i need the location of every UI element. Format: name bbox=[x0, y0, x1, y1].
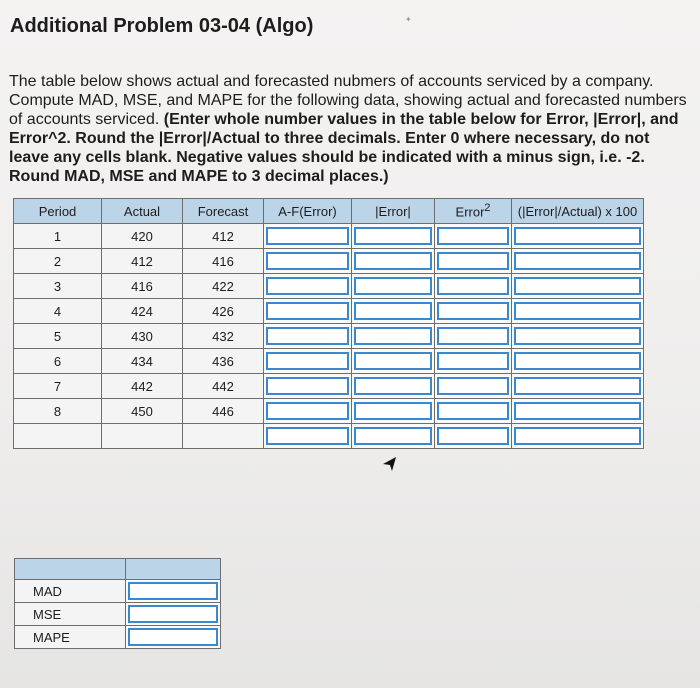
abs-error-input[interactable] bbox=[354, 352, 432, 370]
header-error-squared bbox=[435, 199, 512, 224]
error-input[interactable] bbox=[266, 302, 349, 320]
cell-pct-error bbox=[512, 324, 644, 349]
decorative-mark: ✦ bbox=[405, 15, 412, 24]
total-cell-error-squared bbox=[435, 424, 512, 449]
pct-error-input[interactable] bbox=[514, 277, 641, 295]
cell-forecast: 412 bbox=[183, 224, 264, 249]
cell-forecast: 436 bbox=[183, 349, 264, 374]
header-period: Period bbox=[14, 199, 102, 224]
total-error-squared-input[interactable] bbox=[437, 427, 509, 445]
error-input[interactable] bbox=[266, 227, 349, 245]
total-cell-period bbox=[14, 424, 102, 449]
mape-input[interactable] bbox=[128, 628, 218, 646]
cell-actual: 424 bbox=[102, 299, 183, 324]
cell-error-squared bbox=[435, 324, 512, 349]
cell-error-squared bbox=[435, 349, 512, 374]
summary-header-value bbox=[126, 559, 221, 580]
cell-error-squared bbox=[435, 274, 512, 299]
page-title: Additional Problem 03-04 (Algo) bbox=[10, 15, 314, 37]
total-pct-error-input[interactable] bbox=[514, 427, 641, 445]
summary-value-cell bbox=[126, 603, 221, 626]
error-input[interactable] bbox=[266, 377, 349, 395]
cell-forecast: 442 bbox=[183, 374, 264, 399]
table-header-row bbox=[14, 199, 644, 224]
header-abs-error: |Error| bbox=[352, 199, 435, 224]
abs-error-input[interactable] bbox=[354, 277, 432, 295]
cell-error-squared bbox=[435, 299, 512, 324]
cell-pct-error bbox=[512, 374, 644, 399]
cell-error-squared bbox=[435, 374, 512, 399]
pct-error-input[interactable] bbox=[514, 402, 641, 420]
cell-period: 4 bbox=[14, 299, 102, 324]
cell-error bbox=[264, 299, 352, 324]
forecast-error-table bbox=[13, 198, 644, 449]
cell-period: 3 bbox=[14, 274, 102, 299]
cell-pct-error bbox=[512, 349, 644, 374]
total-cell-actual bbox=[102, 424, 183, 449]
cell-error bbox=[264, 224, 352, 249]
cell-forecast: 422 bbox=[183, 274, 264, 299]
summary-row bbox=[15, 626, 221, 649]
cell-error bbox=[264, 349, 352, 374]
summary-header-row bbox=[15, 559, 221, 580]
table-row bbox=[14, 349, 644, 374]
totals-row bbox=[14, 424, 644, 449]
table-row bbox=[14, 299, 644, 324]
error-input[interactable] bbox=[266, 277, 349, 295]
error-squared-input[interactable] bbox=[437, 302, 509, 320]
cell-actual: 412 bbox=[102, 249, 183, 274]
cell-error-squared bbox=[435, 249, 512, 274]
summary-label: MSE bbox=[15, 603, 126, 626]
cell-abs-error bbox=[352, 324, 435, 349]
table-row bbox=[14, 374, 644, 399]
total-cell-error bbox=[264, 424, 352, 449]
cell-abs-error bbox=[352, 399, 435, 424]
header-pct-error: (|Error|/Actual) x 100 bbox=[512, 199, 644, 224]
summary-row bbox=[15, 580, 221, 603]
table-row bbox=[14, 224, 644, 249]
summary-value-cell bbox=[126, 580, 221, 603]
cell-period: 5 bbox=[14, 324, 102, 349]
cell-forecast: 432 bbox=[183, 324, 264, 349]
error-input[interactable] bbox=[266, 402, 349, 420]
cell-period: 1 bbox=[14, 224, 102, 249]
summary-label: MAPE bbox=[15, 626, 126, 649]
header-error-squared-label: Error bbox=[455, 204, 485, 220]
error-squared-input[interactable] bbox=[437, 227, 509, 245]
error-input[interactable] bbox=[266, 352, 349, 370]
error-squared-input[interactable] bbox=[437, 252, 509, 270]
summary-value-cell bbox=[126, 626, 221, 649]
cell-forecast: 416 bbox=[183, 249, 264, 274]
error-input[interactable] bbox=[266, 327, 349, 345]
pct-error-input[interactable] bbox=[514, 377, 641, 395]
error-squared-input[interactable] bbox=[437, 402, 509, 420]
cell-forecast: 426 bbox=[183, 299, 264, 324]
cell-actual: 434 bbox=[102, 349, 183, 374]
cell-abs-error bbox=[352, 249, 435, 274]
cell-actual: 450 bbox=[102, 399, 183, 424]
cell-pct-error bbox=[512, 224, 644, 249]
cell-error bbox=[264, 274, 352, 299]
abs-error-input[interactable] bbox=[354, 377, 432, 395]
intro-text: The table below shows actual and forecasted nubmers of accounts serviced by a company. Compute MAD, MSE, and MAPE for the following data, showing actual and forecasted numbers of accounts serviced. bbox=[9, 73, 687, 128]
header-actual: Actual bbox=[102, 199, 183, 224]
abs-error-input[interactable] bbox=[354, 227, 432, 245]
cell-abs-error bbox=[352, 374, 435, 399]
cell-period: 6 bbox=[14, 349, 102, 374]
cell-period: 8 bbox=[14, 399, 102, 424]
cell-abs-error bbox=[352, 274, 435, 299]
cell-pct-error bbox=[512, 399, 644, 424]
table-row bbox=[14, 249, 644, 274]
table-row bbox=[14, 274, 644, 299]
abs-error-input[interactable] bbox=[354, 402, 432, 420]
cell-actual: 430 bbox=[102, 324, 183, 349]
pct-error-input[interactable] bbox=[514, 302, 641, 320]
table-row bbox=[14, 399, 644, 424]
header-forecast: Forecast bbox=[183, 199, 264, 224]
abs-error-input[interactable] bbox=[354, 327, 432, 345]
cell-pct-error bbox=[512, 249, 644, 274]
cell-error bbox=[264, 249, 352, 274]
abs-error-input[interactable] bbox=[354, 302, 432, 320]
header-error: A-F(Error) bbox=[264, 199, 352, 224]
cell-error-squared bbox=[435, 224, 512, 249]
cell-period: 2 bbox=[14, 249, 102, 274]
cell-forecast: 446 bbox=[183, 399, 264, 424]
pct-error-input[interactable] bbox=[514, 252, 641, 270]
pct-error-input[interactable] bbox=[514, 227, 641, 245]
cell-abs-error bbox=[352, 299, 435, 324]
cell-actual: 442 bbox=[102, 374, 183, 399]
mad-input[interactable] bbox=[128, 582, 218, 600]
cell-pct-error bbox=[512, 274, 644, 299]
header-error-squared-sup: 2 bbox=[484, 202, 491, 215]
abs-error-input[interactable] bbox=[354, 252, 432, 270]
cell-abs-error bbox=[352, 224, 435, 249]
error-squared-input[interactable] bbox=[437, 277, 509, 295]
error-input[interactable] bbox=[266, 252, 349, 270]
summary-header-label bbox=[15, 559, 126, 580]
total-cell-forecast bbox=[183, 424, 264, 449]
summary-row bbox=[15, 603, 221, 626]
intro-bold-text: (Enter whole number values in the table below for Error, |Error|, and Error^2. Round the |Error|/Actual to three decimals. Enter 0 where necessary, do not leave any cells blank. Negative values should be indicated with a minus sign, i.e. -2. Round MAD, MSE and MAPE to 3 decimal places.) bbox=[9, 111, 679, 185]
mse-input[interactable] bbox=[128, 605, 218, 623]
cell-actual: 420 bbox=[102, 224, 183, 249]
pct-error-input[interactable] bbox=[514, 327, 641, 345]
cell-pct-error bbox=[512, 299, 644, 324]
error-squared-input[interactable] bbox=[437, 377, 509, 395]
cell-error-squared bbox=[435, 399, 512, 424]
mouse-cursor-icon bbox=[382, 455, 398, 475]
total-error-input[interactable] bbox=[266, 427, 349, 445]
problem-instructions bbox=[9, 72, 689, 186]
cell-abs-error bbox=[352, 349, 435, 374]
error-squared-input[interactable] bbox=[437, 352, 509, 370]
summary-table bbox=[14, 558, 221, 649]
cell-error bbox=[264, 399, 352, 424]
cell-error bbox=[264, 374, 352, 399]
summary-label: MAD bbox=[15, 580, 126, 603]
total-cell-pct-error bbox=[512, 424, 644, 449]
error-squared-input[interactable] bbox=[437, 327, 509, 345]
cell-actual: 416 bbox=[102, 274, 183, 299]
cell-period: 7 bbox=[14, 374, 102, 399]
cell-error bbox=[264, 324, 352, 349]
total-cell-abs-error bbox=[352, 424, 435, 449]
pct-error-input[interactable] bbox=[514, 352, 641, 370]
total-abs-error-input[interactable] bbox=[354, 427, 432, 445]
table-row bbox=[14, 324, 644, 349]
